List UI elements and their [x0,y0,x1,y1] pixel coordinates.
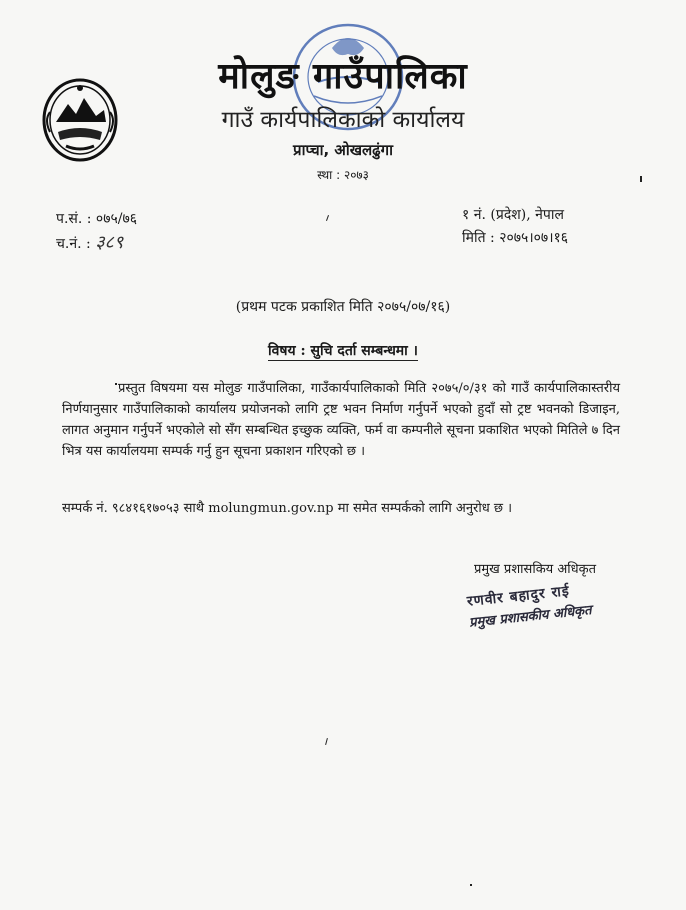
letter-date: मिति : २०७५।०७।१६ [462,230,569,246]
office-address: प्राप्चा, ओखलढुंगा [293,141,393,159]
office-name: मोलुङ गाउँपालिका [218,56,468,97]
first-published-note: (प्रथम पटक प्रकाशित मिति २०७५/०७/१६) [235,299,451,315]
signatory-role: प्रमुख प्रशासकीय अधिकृत [468,603,593,631]
signatory-title: प्रमुख प्रशासकिय अधिकृत [474,562,597,577]
notice-body: प्रस्तुत विषयमा यस मोलुङ गाउँपालिका, गाउँकार्यपालिकाको मिति २०७५/०/३१ को गाउँ कार्यपालिकास्तरीय निर्णयानुसार गाउँपालिकाको कार्यालय प्रयोजनको लागि ट्रष्ट भवन निर्माण गर्नुपर्ने भएको हुदाँ सो ट्रष्ट भवनको डिजाइन, लागत अनुमान गर्नुपर्ने भएकोले सो सँग सम्बन्धित इच्छुक व्यक्ति, फर्म वा कम्पनीले सूचना प्रकाशित भएको मितिले ७ दिन भित्र यस कार्यालयमा सम्पर्क गर्नु हुन सूचना प्रकाशन गरिएको छ । [62,381,620,459]
office-subtitle: गाउँ कार्यपालिकाको कार्यालय [221,107,465,133]
scan-speck [115,383,117,385]
signature-stamp [466,576,619,630]
dispatch-number-handwritten: ३८९ [95,232,124,253]
contact-line: सम्पर्क नं. ९८४१६१७०५३ साथै molungmun.gov.np मा समेत सम्पर्कको लागि अनुरोध छ । [62,501,513,516]
scan-speck [640,176,642,182]
scan-speck [470,884,472,886]
dispatch-number-label: च.नं. : [56,236,91,252]
signatory-name: रणवीर बहादुर राई [466,583,571,610]
reference-block [56,208,137,256]
scan-speck [326,215,329,221]
province-line: १ नं. (प्रदेश), नेपाल [462,207,564,223]
established-year: स्था : २०७३ [317,168,369,182]
notice-subject-text: विषय : सुचि दर्ता सम्बन्धमा । [268,343,418,359]
dispatch-number-row [56,231,137,256]
location-date-block [462,204,568,250]
notice-subject [0,341,686,360]
letter-number: प.सं. : ०७५/७६ [56,211,138,227]
scan-speck [325,738,328,745]
